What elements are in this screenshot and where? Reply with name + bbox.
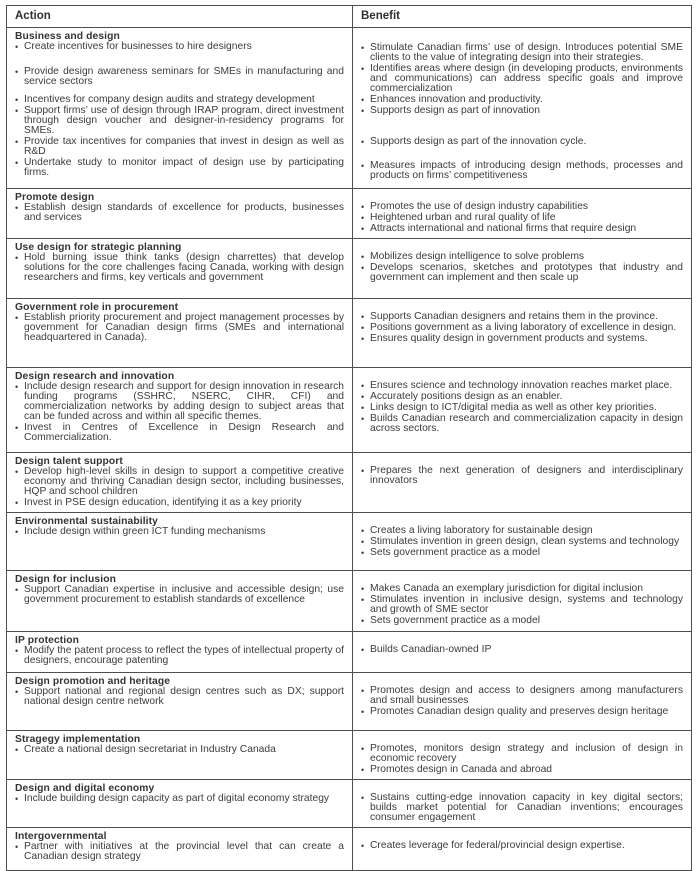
bullet-icon: •	[15, 67, 19, 77]
bullet-text: Undertake study to monitor impact of design use by participating firms.	[24, 157, 344, 178]
bullet-icon: •	[361, 392, 365, 402]
bullet-icon: •	[361, 224, 365, 234]
bullet-icon: •	[15, 842, 19, 852]
action-bullet-list	[15, 687, 344, 707]
bullet-item	[361, 595, 683, 615]
bullet-item	[15, 42, 344, 52]
bullet-item	[15, 203, 344, 223]
bullet-icon: •	[361, 403, 365, 413]
bullet-item	[361, 252, 683, 262]
bullet-icon: •	[15, 585, 19, 595]
bullet-item	[15, 794, 344, 804]
bullet-icon: •	[361, 466, 365, 476]
bullet-item	[15, 313, 344, 343]
benefit-bullet-list	[361, 686, 683, 717]
action-bullet-list	[15, 842, 344, 862]
bullet-item	[15, 745, 344, 755]
bullet-icon: •	[361, 548, 365, 558]
bullet-icon: •	[15, 794, 19, 804]
table-row	[7, 368, 692, 453]
benefit-bullet-list	[361, 381, 683, 434]
bullet-text: Creates leverage for federal/provincial design expertise.	[370, 840, 625, 851]
action-title: Business and design	[15, 31, 120, 42]
bullet-text: Promotes Canadian design quality and preserves design heritage	[370, 706, 669, 717]
bullet-icon: •	[361, 537, 365, 547]
bullet-text: Mobilizes design intelligence to solve problems	[370, 251, 585, 262]
action-bullet-list	[15, 745, 344, 755]
bullet-text: Builds Canadian-owned IP	[370, 644, 492, 655]
benefit-bullet-list	[361, 526, 683, 558]
bullet-item	[361, 202, 683, 212]
bullet-text: Supports design as part of innovation	[370, 105, 541, 116]
bullet-icon: •	[15, 158, 19, 168]
action-title: Environmental sustainability	[15, 516, 158, 527]
bullet-text: Support national and regional design centres such as DX; support national design centre network	[24, 686, 344, 707]
bullet-icon: •	[361, 645, 365, 655]
bullet-text: Modify the patent process to reflect the types of intellectual property of designers, encourage patenting	[24, 645, 344, 666]
action-bullet-list	[15, 42, 344, 178]
benefit-cell	[353, 28, 692, 189]
bullet-text: Support Canadian expertise in inclusive and accessible design; use government procurement to establish standards of excellence	[24, 584, 344, 605]
action-bullet-list	[15, 203, 344, 223]
bullet-text: Ensures science and technology innovation reaches market place.	[370, 380, 673, 391]
bullet-item	[361, 161, 683, 181]
bullet-icon: •	[15, 42, 19, 52]
benefit-column-header: Benefit	[353, 6, 692, 28]
action-title: Design research and innovation	[15, 371, 175, 382]
action-cell	[7, 368, 353, 453]
action-column-header: Action	[7, 6, 353, 28]
bullet-item	[15, 687, 344, 707]
action-cell	[7, 632, 353, 673]
bullet-icon: •	[15, 687, 19, 697]
table-row	[7, 453, 692, 513]
bullet-icon: •	[15, 527, 19, 537]
bullet-text: Include design research and support for design innovation in research funding programs (SSHRC, NSERC, CIHR, CFI) and commercialization networks by adding design to subject areas that can be funded across and within all specific themes.	[24, 381, 344, 422]
action-cell	[7, 513, 353, 571]
bullet-item	[361, 584, 683, 594]
bullet-icon: •	[361, 161, 365, 171]
bullet-item	[361, 263, 683, 283]
bullet-icon: •	[361, 202, 365, 212]
action-cell	[7, 828, 353, 871]
bullet-text: Invest in Centres of Excellence in Design Research and Commercialization.	[24, 422, 344, 443]
benefit-bullet-list	[361, 584, 683, 626]
bullet-icon: •	[15, 106, 19, 116]
bullet-text: Enhances innovation and productivity.	[370, 94, 543, 105]
bullet-item	[15, 382, 344, 422]
bullet-icon: •	[361, 381, 365, 391]
bullet-item	[15, 646, 344, 666]
bullet-item	[361, 548, 683, 558]
bullet-icon: •	[361, 765, 365, 775]
bullet-text: Include building design capacity as part of digital economy strategy	[24, 793, 330, 804]
table-row	[7, 780, 692, 828]
bullet-text: Stimulates invention in green design, clean systems and technology	[370, 536, 680, 547]
action-title: Intergovernmental	[15, 831, 107, 842]
action-cell	[7, 731, 353, 780]
action-cell	[7, 239, 353, 299]
bullet-icon: •	[361, 707, 365, 717]
benefit-cell	[353, 731, 692, 780]
action-title: IP protection	[15, 635, 80, 646]
bullet-item	[15, 158, 344, 178]
action-bullet-list	[15, 382, 344, 443]
action-bullet-list	[15, 313, 344, 343]
benefit-cell	[353, 189, 692, 239]
bullet-item	[361, 64, 683, 94]
bullet-icon: •	[361, 526, 365, 536]
bullet-text: Promotes design in Canada and abroad	[370, 764, 553, 775]
action-title: Stragegy implementation	[15, 734, 141, 745]
table-row	[7, 239, 692, 299]
bullet-text: Promotes, monitors design strategy and inclusion of design in economic recovery	[370, 743, 683, 764]
benefit-cell	[353, 673, 692, 731]
bullet-text: Sustains cutting-edge innovation capacity in key digital sectors; builds market potential for Canadian inventions; encourages consumer engagement	[370, 792, 683, 823]
action-title: Design talent support	[15, 456, 123, 467]
table-row	[7, 632, 692, 673]
action-cell	[7, 299, 353, 368]
bullet-icon: •	[361, 595, 365, 605]
benefit-bullet-list	[361, 202, 683, 234]
bullet-icon: •	[361, 744, 365, 754]
bullet-icon: •	[15, 137, 19, 147]
bullet-text: Positions government as a living laboratory of excellence in design.	[370, 322, 677, 333]
bullet-item	[361, 381, 683, 391]
action-cell	[7, 571, 353, 632]
bullet-icon: •	[15, 382, 19, 392]
bullet-icon: •	[361, 95, 365, 105]
bullet-item	[361, 414, 683, 434]
bullet-item	[361, 616, 683, 626]
action-bullet-list	[15, 646, 344, 666]
bullet-text: Accurately positions design as an enabler.	[370, 391, 563, 402]
benefit-bullet-list	[361, 645, 683, 655]
bullet-text: Links design to ICT/digital media as well as other key priorities.	[370, 402, 657, 413]
action-cell	[7, 453, 353, 513]
bullet-icon: •	[15, 313, 19, 323]
bullet-text: Establish priority procurement and project management processes by government for Canadian design firms (SMEs and international headquartered in Canada).	[24, 312, 344, 343]
bullet-icon: •	[361, 312, 365, 322]
bullet-icon: •	[361, 64, 365, 74]
bullet-text: Ensures quality design in government products and systems.	[370, 333, 648, 344]
bullet-icon: •	[15, 253, 19, 263]
bullet-item	[15, 527, 344, 537]
benefit-cell	[353, 571, 692, 632]
bullet-item	[361, 707, 683, 717]
bullet-text: Create incentives for businesses to hire designers	[24, 41, 252, 52]
bullet-text: Include design within green ICT funding mechanisms	[24, 526, 266, 537]
bullet-item	[361, 95, 683, 105]
table-row	[7, 673, 692, 731]
bullet-item	[361, 403, 683, 413]
benefit-bullet-list	[361, 252, 683, 283]
bullet-item	[361, 392, 683, 402]
bullet-icon: •	[15, 646, 19, 656]
benefit-cell	[353, 513, 692, 571]
table-body	[7, 28, 692, 871]
bullet-text: Provide design awareness seminars for SMEs in manufacturing and service sectors	[24, 66, 344, 87]
bullet-item	[361, 645, 683, 655]
bullet-text: Prepares the next generation of designers and interdisciplinary innovators	[370, 465, 683, 486]
table-row	[7, 28, 692, 189]
bullet-item	[361, 765, 683, 775]
bullet-text: Sets government practice as a model	[370, 615, 540, 626]
bullet-icon: •	[15, 467, 19, 477]
bullet-icon: •	[15, 745, 19, 755]
bullet-text: Provide tax incentives for companies that invest in design as well as R&D	[24, 136, 344, 157]
benefit-bullet-list	[361, 744, 683, 775]
bullet-item	[361, 466, 683, 486]
bullet-icon: •	[361, 252, 365, 262]
bullet-text: Develop high-level skills in design to support a competitive creative economy and thriving Canadian design sector, including businesses, HQP and school children	[24, 466, 344, 497]
action-bullet-list	[15, 527, 344, 537]
bullet-item	[361, 526, 683, 536]
bullet-icon: •	[361, 616, 365, 626]
action-bullet-list	[15, 467, 344, 508]
action-bullet-list	[15, 585, 344, 605]
action-title: Promote design	[15, 192, 95, 203]
bullet-icon: •	[361, 793, 365, 803]
bullet-item	[361, 744, 683, 764]
header-row	[7, 6, 692, 28]
bullet-item	[15, 95, 344, 105]
bullet-item	[15, 423, 344, 443]
bullet-item	[361, 213, 683, 223]
table-row	[7, 189, 692, 239]
bullet-item	[361, 106, 683, 116]
bullet-item	[361, 224, 683, 234]
bullet-icon: •	[361, 841, 365, 851]
benefit-cell	[353, 632, 692, 673]
benefit-bullet-list	[361, 793, 683, 823]
bullet-icon: •	[15, 423, 19, 433]
action-cell	[7, 189, 353, 239]
bullet-text: Heightened urban and rural quality of life	[370, 212, 556, 223]
bullet-item	[15, 67, 344, 87]
bullet-icon: •	[361, 137, 365, 147]
table-row	[7, 571, 692, 632]
bullet-text: Promotes design and access to designers among manufacturers and small businesses	[370, 685, 683, 706]
benefit-cell	[353, 299, 692, 368]
benefit-cell	[353, 780, 692, 828]
bullet-icon: •	[361, 686, 365, 696]
bullet-item	[361, 137, 683, 147]
bullet-text: Hold burning issue think tanks (design charrettes) that develop solutions for the core challenges facing Canada, working with design researchers and firms, key verticals and government	[24, 252, 344, 283]
bullet-item	[361, 323, 683, 333]
bullet-icon: •	[361, 584, 365, 594]
bullet-text: Attracts international and national firms that require design	[370, 223, 637, 234]
bullet-text: Measures impacts of introducing design methods, processes and products on firms’ competitiveness	[370, 160, 683, 181]
bullet-text: Partner with initiatives at the provincial level that can create a Canadian design strategy	[24, 841, 344, 862]
benefit-cell	[353, 453, 692, 513]
action-bullet-list	[15, 253, 344, 283]
bullet-icon: •	[361, 106, 365, 116]
bullet-text: Stimulates invention in inclusive design, systems and technology and growth of SME sector	[370, 594, 683, 615]
action-cell	[7, 28, 353, 189]
bullet-icon: •	[361, 414, 365, 424]
bullet-item	[361, 43, 683, 63]
benefit-bullet-list	[361, 841, 683, 851]
bullet-icon: •	[361, 213, 365, 223]
bullet-item	[15, 253, 344, 283]
bullet-text: Stimulate Canadian firms’ use of design. Introduces potential SME clients to the value of integrating design into their strategies.	[370, 42, 683, 63]
bullet-icon: •	[15, 95, 19, 105]
bullet-item	[15, 467, 344, 497]
bullet-icon: •	[361, 334, 365, 344]
bullet-item	[361, 537, 683, 547]
bullet-item	[15, 842, 344, 862]
action-title: Design promotion and heritage	[15, 676, 171, 687]
table-row	[7, 828, 692, 871]
bullet-item	[361, 793, 683, 823]
action-title: Design for inclusion	[15, 574, 116, 585]
bullet-item	[361, 841, 683, 851]
bullet-item	[15, 137, 344, 157]
benefit-cell	[353, 368, 692, 453]
bullet-text: Create a national design secretariat in Industry Canada	[24, 744, 276, 755]
benefit-bullet-list	[361, 312, 683, 344]
action-title: Use design for strategic planning	[15, 242, 182, 253]
table-row	[7, 731, 692, 780]
bullet-text: Invest in PSE design education, identifying it as a key priority	[24, 497, 302, 508]
benefit-bullet-list	[361, 466, 683, 486]
table-row	[7, 513, 692, 571]
bullet-item	[361, 686, 683, 706]
bullet-text: Builds Canadian research and commercialization capacity in design across sectors.	[370, 413, 683, 434]
bullet-item	[15, 585, 344, 605]
bullet-text: Establish design standards of excellence for products, businesses and services	[24, 202, 344, 223]
bullet-icon: •	[15, 203, 19, 213]
bullet-icon: •	[361, 323, 365, 333]
bullet-text: Sets government practice as a model	[370, 547, 540, 558]
bullet-text: Identifies areas where design (in developing products, environments and communications) can address specific goals and improve commercialization	[370, 63, 683, 94]
action-cell	[7, 780, 353, 828]
bullet-icon: •	[361, 43, 365, 53]
action-title: Design and digital economy	[15, 783, 155, 794]
bullet-item	[361, 334, 683, 344]
action-cell	[7, 673, 353, 731]
bullet-text: Supports Canadian designers and retains them in the province.	[370, 311, 658, 322]
bullet-text: Support firms’ use of design through IRAP program, direct investment through design voucher and designer-in-residency programs for SMEs.	[24, 105, 344, 136]
table-row	[7, 299, 692, 368]
bullet-text: Incentives for company design audits and strategy development	[24, 94, 315, 105]
benefit-bullet-list	[361, 43, 683, 181]
bullet-icon: •	[361, 263, 365, 273]
action-benefit-table	[6, 5, 692, 871]
bullet-icon: •	[15, 498, 19, 508]
bullet-item	[15, 498, 344, 508]
benefit-cell	[353, 828, 692, 871]
bullet-item	[361, 312, 683, 322]
bullet-text: Makes Canada an exemplary jurisdiction for digital inclusion	[370, 583, 644, 594]
action-bullet-list	[15, 794, 344, 804]
bullet-text: Promotes the use of design industry capabilities	[370, 201, 589, 212]
benefit-cell	[353, 239, 692, 299]
bullet-item	[15, 106, 344, 136]
bullet-text: Creates a living laboratory for sustainable design	[370, 525, 593, 536]
action-title: Government role in procurement	[15, 302, 179, 313]
bullet-text: Develops scenarios, sketches and prototypes that industry and government can implement and then scale up	[370, 262, 683, 283]
bullet-text: Supports design as part of the innovation cycle.	[370, 136, 587, 147]
